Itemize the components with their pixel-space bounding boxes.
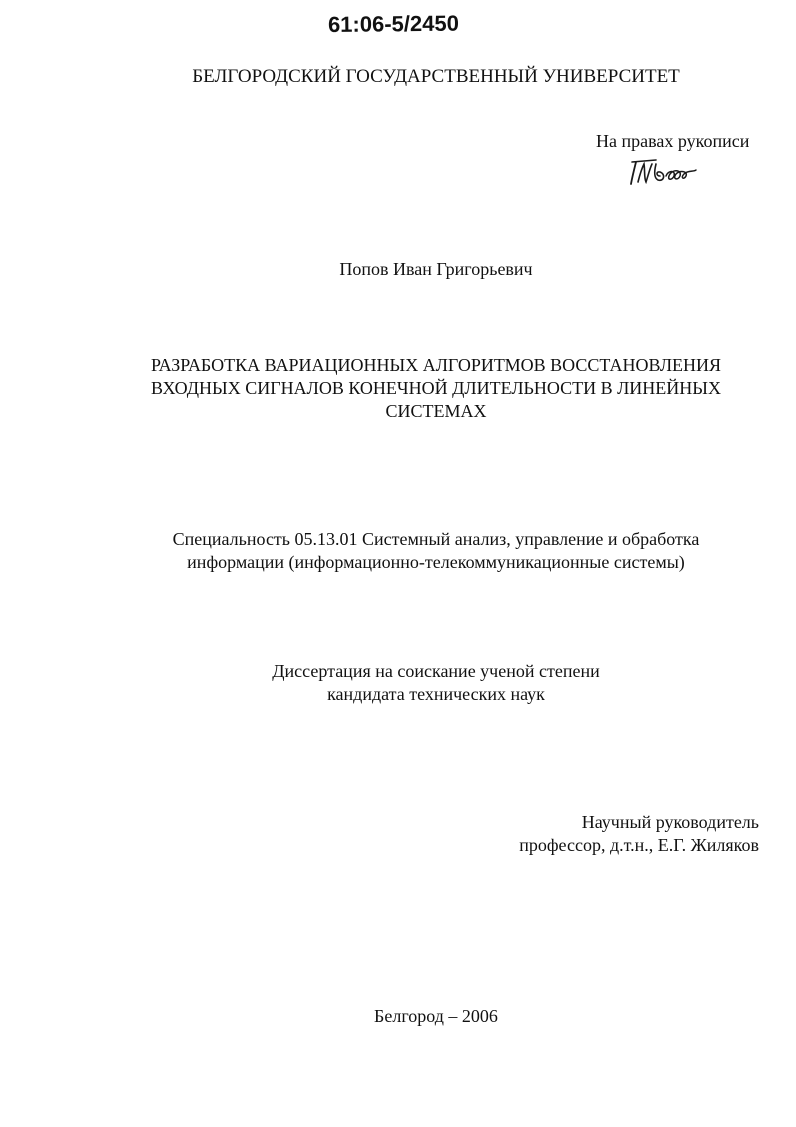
catalog-number: 61:06-5/2450 — [327, 10, 460, 37]
supervisor-block — [519, 811, 759, 857]
degree-line: Диссертация на соискание ученой степени — [272, 661, 600, 681]
dissertation-title — [38, 354, 796, 423]
handwritten-signature — [626, 152, 700, 188]
specialty-line: Специальность 05.13.01 Системный анализ, управление и обработка — [172, 529, 700, 549]
specialty-line: информации (информационно-телекоммуникационные системы) — [187, 552, 685, 572]
university-name: БЕЛГОРОДСКИЙ ГОСУДАРСТВЕННЫЙ УНИВЕРСИТЕТ — [192, 66, 680, 87]
degree-statement — [38, 660, 796, 706]
city-year: Белгород – 2006 — [374, 1006, 498, 1026]
title-line: ВХОДНЫХ СИГНАЛОВ КОНЕЧНОЙ ДЛИТЕЛЬНОСТИ В ЛИНЕЙНЫХ — [151, 378, 721, 398]
supervisor-role: Научный руководитель — [581, 812, 759, 832]
title-line: СИСТЕМАХ — [385, 401, 487, 421]
author-name: Попов Иван Григорьевич — [339, 259, 533, 279]
degree-line: кандидата технических наук — [327, 684, 545, 704]
rights-note: На правах рукописи — [596, 131, 750, 151]
supervisor-name: профессор, д.т.н., Е.Г. Жиляков — [519, 835, 759, 855]
title-line: РАЗРАБОТКА ВАРИАЦИОННЫХ АЛГОРИТМОВ ВОССТАНОВЛЕНИЯ — [150, 355, 722, 375]
specialty — [38, 528, 796, 574]
